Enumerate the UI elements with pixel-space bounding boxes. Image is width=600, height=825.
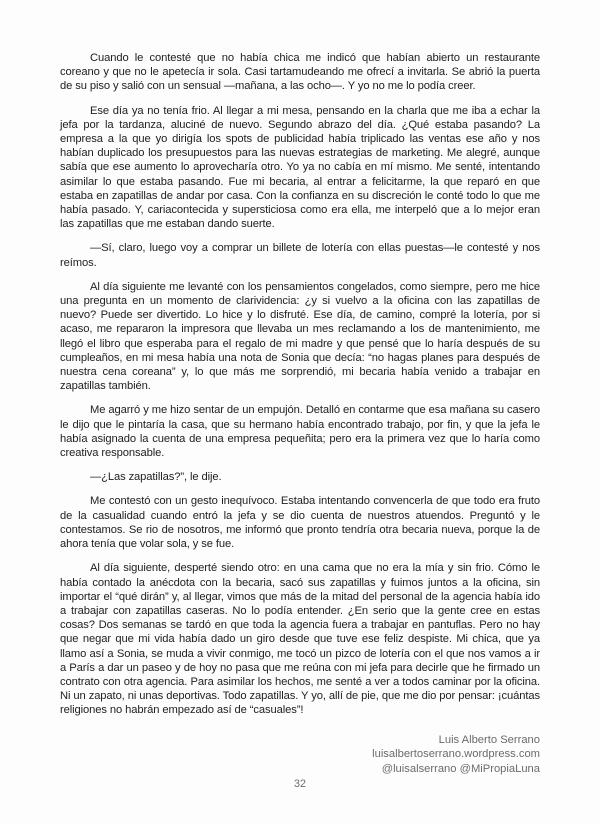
story-paragraph: Ese día ya no tenía frio. Al llegar a mi mesa, pensando en la charla que me iba a echar la jefa por la tardanza, aluciné de nuevo. Segundo abrazo del día. ¿Qué estaba pasando? La empresa a la que yo dirigía los spots de publicidad había triplicado las ventas ese año y nos habían duplicado los presupuestos para las nuevas estrategias de marketing. Me alegré, aunque sabía que ese aumento lo aprovecharía otro. Yo ya no cabía en mí mismo. Me senté, intentando asimilar lo que estaba pasando. Fue mi becaria, al entrar a felicitarme, la que reparó en que estaba en zapatillas de andar por casa. Con la confianza en su discreción le conté todo lo que me había pasado. Y, cariacontecida y supersticiosa como era ella, me interpeló que a lo mejor eran las zapatillas que me estaban dando suerte. — [60, 104, 540, 231]
signature-block — [60, 733, 540, 777]
story-text — [60, 51, 540, 776]
page-number: 32 — [293, 778, 306, 790]
story-paragraph: Me contestó con un gesto inequívoco. Estaba intentando convencerla de que todo era fruto de la casualidad cuando entró la jefa y se dio cuenta de nuestros atuendos. Preguntó y le contestamos. Se rio de nosotros, me informó que pronto tendría otra becaria nueva, porque la de ahora tenía que volar sola, y se fue. — [60, 495, 540, 551]
story-paragraph: Al día siguiente, desperté siendo otro: en una cama que no era la mía y sin frio. Cómo le había contado la anécdota con la becaria, sacó sus zapatillas y fuimos juntos a la oficina, sin importar el “qué dirán” y, al llegar, vimos que más de la mitad del personal de la agencia había ido a trabajar con zapatillas caseras. No lo podía entender. ¿En serio que la gente cree en estas cosas? Dos semanas se tardó en que toda la agencia fuera a trabajar en pantuflas. Pero no hay que negar que mi vida había dado un giro desde que tuve ese feliz despiste. Mi chica, que ya llamo así a Sonia, se muda a vivir conmigo, me tocó un pizco de lotería con el que nos vamos a ir a París a dar un paseo y de hoy no pasa que me reúna con mi jefa para decirle que he firmado un contrato con otra agencia. Para asimilar los hechos, me senté a ver a todos caminar por la oficina. Ni un zapato, ni unas deportivas. Todo zapatillas. Y yo, allí de pie, que me dio por pensar: ¡cuántas religiones no habrán empezado así de “casuales”! — [60, 562, 540, 717]
story-paragraph: Al día siguiente me levanté con los pensamientos congelados, como siempre, pero me hice una pregunta en un momento de clarividencia: ¿y si vuelvo a la oficina con las zapatillas de nuevo? Puede ser divertido. Lo hice y lo disfruté. Ese día, de camino, compré la lotería, por si acaso, me repararon la impresora que llevaba un mes reclamando a los de mantenimiento, me llegó el libro que esperaba para el regalo de mi madre y que pensé que lo haría después de su cumpleaños, en mi mesa había una nota de Sonia que decía: “no hagas planes para después de nuestra cena coreana” y, lo que más me sorprendió, mi becaria había venido a trabajar en zapatillas también. — [60, 280, 540, 393]
author-handles: @luisalserrano @MiPropiaLuna — [381, 762, 540, 775]
author-name: Luis Alberto Serrano — [438, 733, 540, 746]
story-paragraph-dialogue: —¿Las zapatillas?”, le dije. — [90, 471, 222, 484]
story-paragraph: Cuando le contesté que no había chica me indicó que habían abierto un restaurante coreano y que no le apetecía ir sola. Casi tartamudeando me ofrecí a invitarla. Se abrió la puerta de su piso y salió con un sensual —mañana, a las ocho—. Y yo no me lo podía creer. — [60, 52, 540, 93]
story-paragraph: Me agarró y me hizo sentar de un empujón. Detalló en contarme que esa mañana su casero le dijo que le pintaría la casa, que su hermano había encontrado trabajo, por fin, y que la jefa le había asignado la cuenta de una empresa pequeñita; pero era la primera vez que lo haría como creativa responsable. — [60, 404, 540, 460]
author-website: luisalbertoserrano.wordpress.com — [372, 748, 540, 761]
story-paragraph-dialogue: —Sí, claro, luego voy a comprar un billete de lotería con ellas puestas—le contesté y nos reímos. — [60, 242, 540, 269]
